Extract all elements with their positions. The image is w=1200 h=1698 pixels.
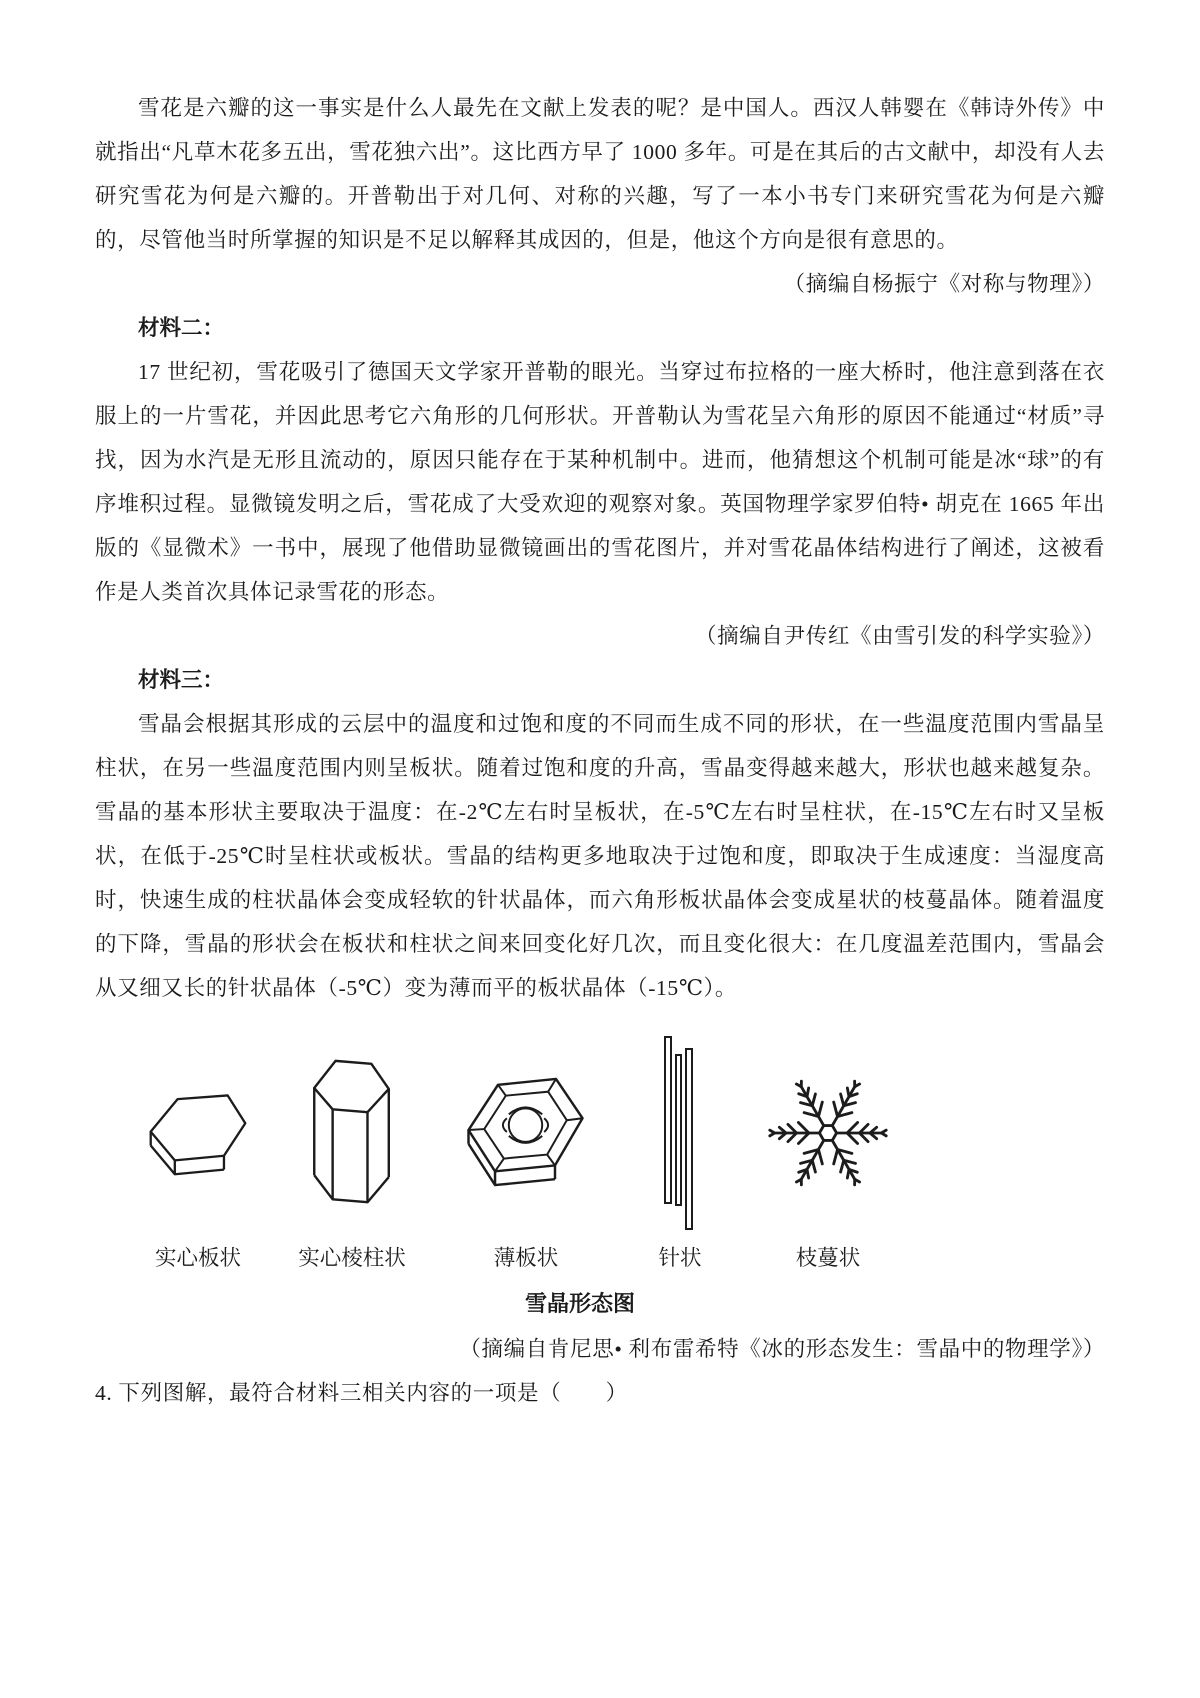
solid-plate-figure — [123, 1088, 273, 1178]
material3-heading: 材料三： — [138, 668, 225, 692]
attribution-material2: （摘编自尹传红《由雪引发的科学实验》） — [694, 624, 1105, 648]
thin-plate-figure — [431, 1075, 621, 1190]
material2-heading: 材料二： — [138, 316, 225, 340]
solid-prism-figure — [273, 1057, 431, 1209]
paragraph-material2: 17 世纪初，雪花吸引了德国天文学家开普勒的眼光。当穿过布拉格的一座大桥时，他注意到落在衣服上的一片雪花，并因此思考它六角形的几何形状。开普勒认为雪花呈六角形的原因不能通过“材质”寻找，因为水汽是无形且流动的，原因只能存在于某种机制中。进而，他猜想这个机制可能是冰“球”的有序堆积过程。显微镜发明之后，雪花成了大受欢迎的观察对象。英国物理学家罗伯特• 胡克在 1665 年出版的《显微术》一书中，展现了他借助显微镜画出的雪花图片，并对雪花晶体结构进行了阐述，这被看作是人类首次具体记录雪花的形态。 — [95, 360, 1105, 604]
question-4: 4. 下列图解，最符合材料三相关内容的一项是（ ） — [95, 1381, 628, 1405]
crystal-shapes-row — [123, 1030, 1105, 1235]
paragraph-material3: 雪晶会根据其形成的云层中的温度和过饱和度的不同而生成不同的形状，在一些温度范围内雪晶呈柱状，在另一些温度范围内则呈板状。随着过饱和度的升高，雪晶变得越来越大，形状也越来越复杂。雪晶的基本形状主要取决于温度：在-2℃左右时呈板状，在-5℃左右时呈柱状，在-15℃左右时又呈板状，在低于-25℃时呈柱状或板状。雪晶的结构更多地取决于过饱和度，即取决于生成速度：当湿度高时，快速生成的柱状晶体会变成轻软的针状晶体，而六角形板状晶体会变成星状的枝蔓晶体。随着温度的下降，雪晶的形状会在板状和柱状之间来回变化好几次，而且变化很大：在几度温差范围内，雪晶会从又细又长的针状晶体（-5℃）变为薄而平的板状晶体（-15℃）。 — [95, 712, 1105, 1000]
label-solid-plate: 实心板状 — [154, 1246, 241, 1270]
crystal-labels-row — [123, 1241, 1105, 1275]
figure-caption: 雪晶形态图 — [524, 1291, 635, 1316]
dendrite-icon — [765, 1071, 891, 1195]
label-dendrite: 枝蔓状 — [795, 1246, 861, 1270]
label-needle: 针状 — [658, 1246, 702, 1270]
solid-prism-icon — [312, 1057, 392, 1209]
needle-figure — [621, 1035, 739, 1231]
label-thin-plate: 薄板状 — [493, 1246, 559, 1270]
paragraph-material1: 雪花是六瓣的这一事实是什么人最先在文献上发表的呢？是中国人。西汉人韩婴在《韩诗外传》中就指出“凡草木花多五出，雪花独六出”。这比西方早了 1000 多年。可是在其后的古文献中，却没有人去研究雪花为何是六瓣的。开普勒出于对几何、对称的兴趣，写了一本小书专门来研究雪花为何是六瓣的，尽管他当时所掌握的知识是不足以解释其成因的，但是，他这个方向是很有意思的。 — [95, 96, 1105, 252]
needle-icon — [663, 1035, 697, 1231]
attribution-material3: （摘编自肯尼思• 利布雷希特《冰的形态发生：雪晶中的物理学》） — [459, 1337, 1105, 1361]
snow-crystal-figure — [95, 1030, 1105, 1327]
label-solid-prism: 实心棱柱状 — [298, 1246, 406, 1270]
solid-plate-icon — [147, 1088, 249, 1178]
attribution-material1: （摘编自杨振宁《对称与物理》） — [783, 272, 1105, 296]
dendrite-figure — [739, 1071, 917, 1195]
thin-plate-icon — [465, 1075, 587, 1190]
